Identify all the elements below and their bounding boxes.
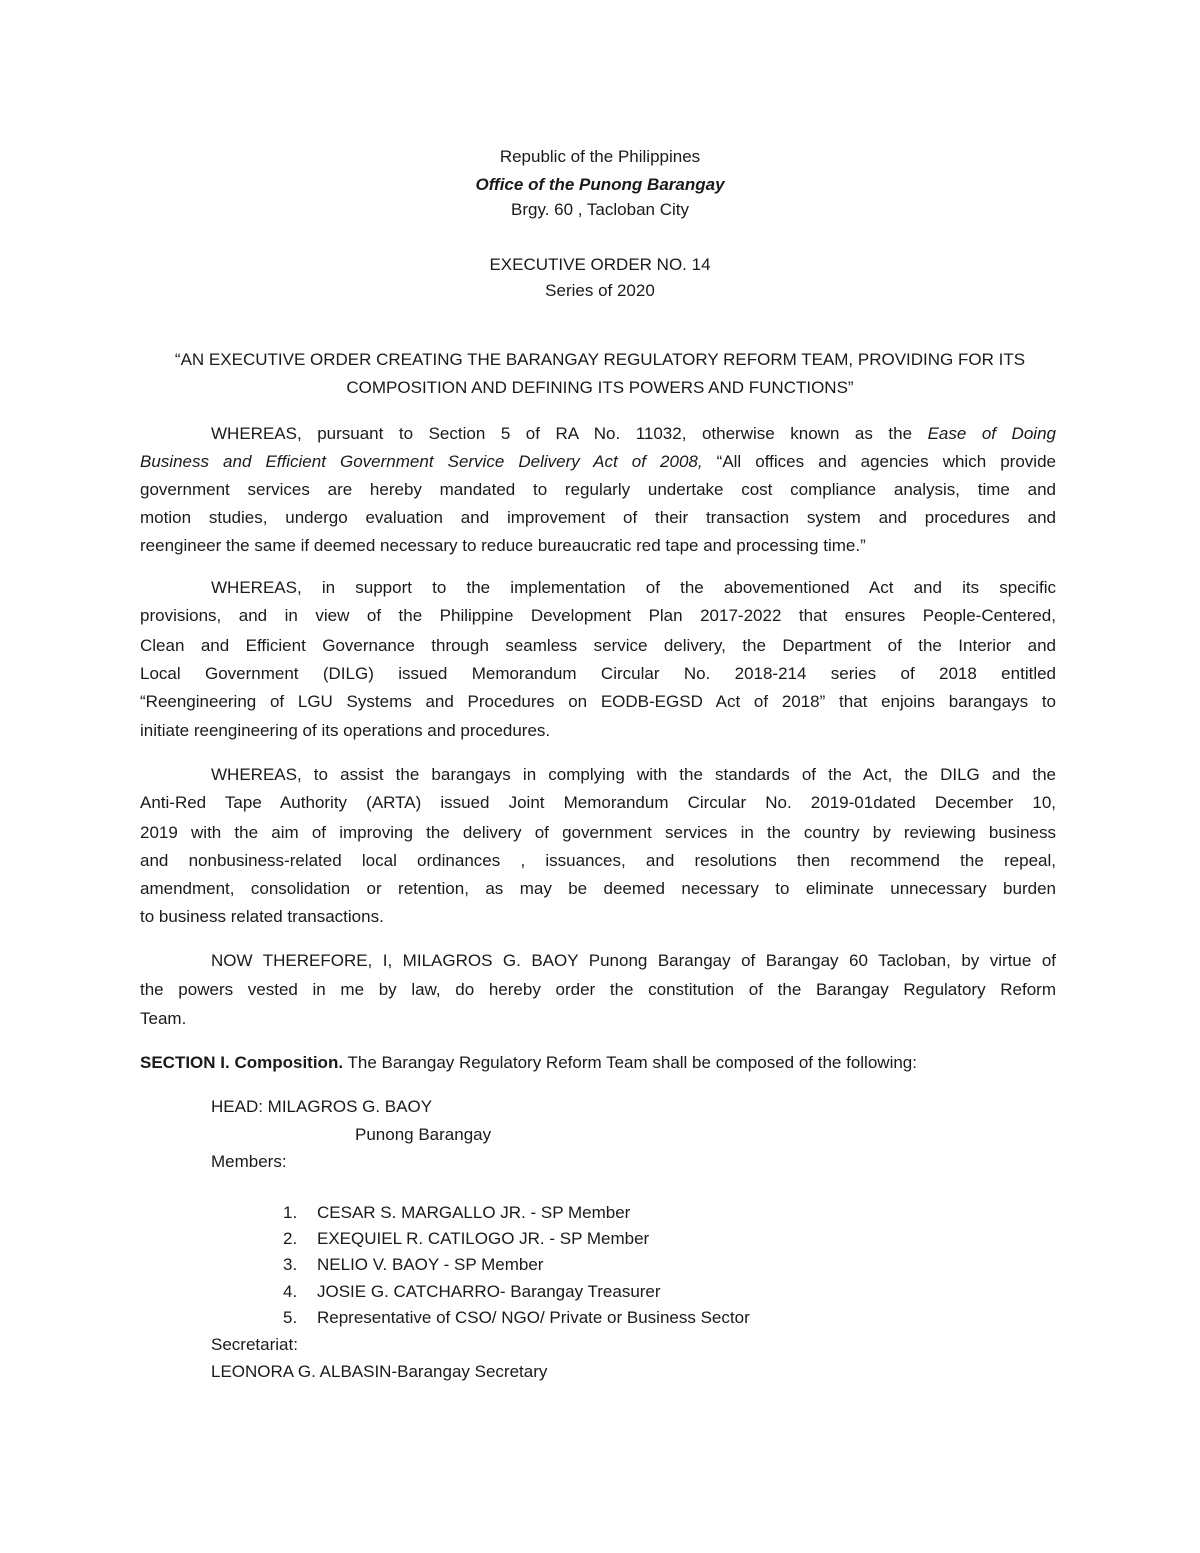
members-label: Members:: [211, 1152, 287, 1171]
whereas2-line-2: provisions, and in view of the Philippine Development Plan 2017-2022 that ensures People-Centered,: [140, 606, 1056, 625]
team-head-title: Punong Barangay: [355, 1125, 492, 1144]
whereas1-line-3: government services are hereby mandated to regularly undertake cost compliance analysis, time and: [140, 480, 1056, 499]
whereas3-line-5: amendment, consolidation or retention, as may be deemed necessary to eliminate unnecessary burden: [140, 879, 1056, 898]
now-therefore-line-2: the powers vested in me by law, do hereby order the constitution of the Barangay Regulatory Reform: [140, 980, 1056, 999]
whereas2-line-1: WHEREAS, in support to the implementation of the abovementioned Act and its specific: [211, 578, 1056, 597]
member-item: CESAR S. MARGALLO JR. - SP Member: [317, 1203, 631, 1222]
order-series: Series of 2020: [545, 281, 655, 300]
location-line: Brgy. 60 , Tacloban City: [511, 200, 689, 219]
team-head: HEAD: MILAGROS G. BAOY: [211, 1097, 433, 1116]
section-1-text: The Barangay Regulatory Reform Team shall be composed of the following:: [347, 1053, 917, 1072]
order-title-line-2: COMPOSITION AND DEFINING ITS POWERS AND FUNCTIONS”: [346, 378, 854, 397]
whereas1-line-5: reengineer the same if deemed necessary to reduce bureaucratic red tape and processing time.”: [140, 536, 866, 555]
whereas1-line-1: WHEREAS, pursuant to Section 5 of RA No. 11032, otherwise known as the Ease of Doing: [211, 424, 1056, 443]
member-number: 2.: [283, 1229, 298, 1248]
whereas3-line-1: WHEREAS, to assist the barangays in complying with the standards of the Act, the DILG and the: [211, 765, 1056, 784]
whereas3-line-2: Anti-Red Tape Authority (ARTA) issued Joint Memorandum Circular No. 2019-01dated December 10,: [140, 793, 1056, 812]
office-line: Office of the Punong Barangay: [475, 175, 725, 194]
whereas3-line-6: to business related transactions.: [140, 907, 384, 926]
whereas3-line-4: and nonbusiness-related local ordinances , issuances, and resolutions then recommend the repeal,: [140, 851, 1056, 870]
section-1-line: [140, 1048, 1056, 1077]
whereas2-line-4: Local Government (DILG) issued Memorandum Circular No. 2018-214 series of 2018 entitled: [140, 664, 1056, 683]
now-therefore-line-3: Team.: [140, 1009, 187, 1028]
order-number: EXECUTIVE ORDER NO. 14: [489, 255, 711, 274]
whereas1-line-4: motion studies, undergo evaluation and improvement of their transaction system and procedures and: [140, 508, 1056, 527]
member-number: 5.: [283, 1308, 298, 1327]
section-1-heading: SECTION I. Composition.: [140, 1053, 344, 1072]
now-therefore-line-1: NOW THEREFORE, I, MILAGROS G. BAOY Punong Barangay of Barangay 60 Tacloban, by virtue of: [211, 951, 1056, 970]
member-number: 3.: [283, 1255, 298, 1274]
member-number: 1.: [283, 1203, 298, 1222]
whereas3-line-3: 2019 with the aim of improving the delivery of government services in the country by reviewing business: [140, 823, 1056, 842]
whereas2-line-5: “Reengineering of LGU Systems and Procedures on EODB-EGSD Act of 2018” that enjoins barangays to: [140, 692, 1056, 711]
order-title-line-1: “AN EXECUTIVE ORDER CREATING THE BARANGAY REGULATORY REFORM TEAM, PROVIDING FOR ITS: [174, 350, 1026, 369]
whereas2-line-3: Clean and Efficient Governance through seamless service delivery, the Department of the Interior and: [140, 636, 1056, 655]
whereas1-line-2: Business and Efficient Government Service Delivery Act of 2008, “All offices and agencies which provide: [140, 452, 1056, 471]
member-item: Representative of CSO/ NGO/ Private or Business Sector: [317, 1308, 750, 1327]
member-item: NELIO V. BAOY - SP Member: [317, 1255, 544, 1274]
member-number: 4.: [283, 1282, 298, 1301]
member-item: EXEQUIEL R. CATILOGO JR. - SP Member: [317, 1229, 650, 1248]
secretariat-member: LEONORA G. ALBASIN-Barangay Secretary: [211, 1362, 548, 1381]
republic-line: Republic of the Philippines: [499, 147, 701, 166]
whereas2-line-6: initiate reengineering of its operations and procedures.: [140, 721, 551, 740]
secretariat-label: Secretariat:: [211, 1335, 298, 1354]
member-item: JOSIE G. CATCHARRO- Barangay Treasurer: [317, 1282, 661, 1301]
